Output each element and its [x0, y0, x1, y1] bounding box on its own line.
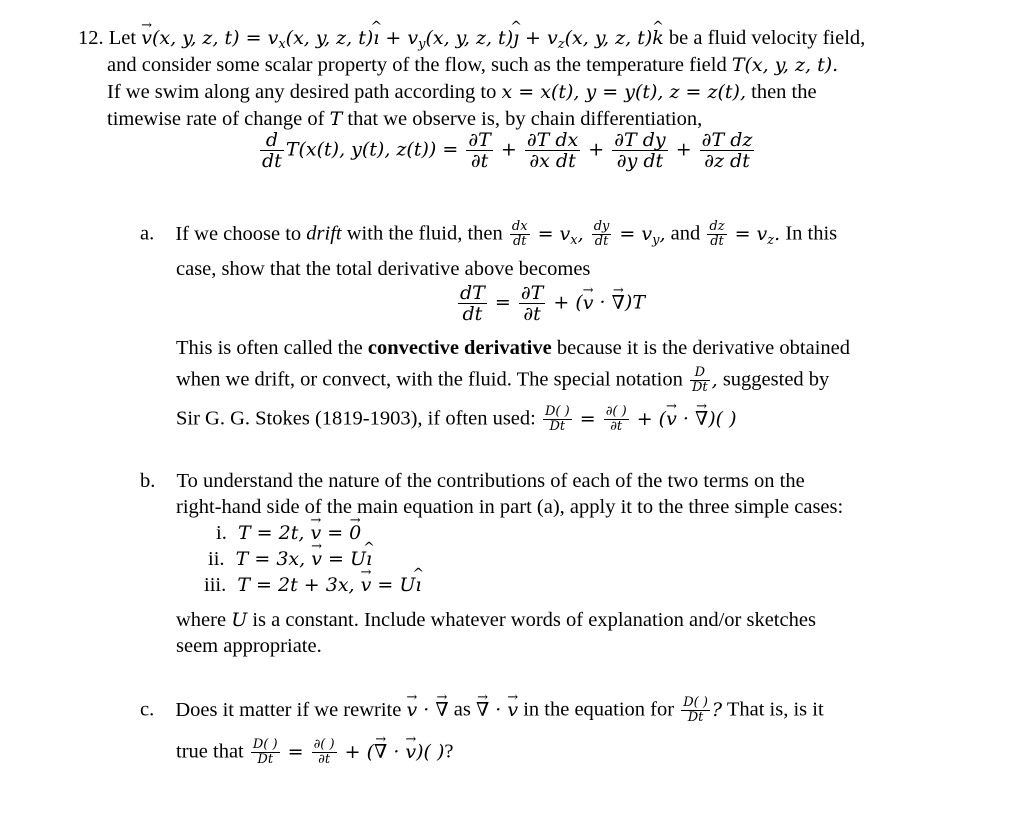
part-b-line-7: [176, 634, 322, 659]
text-with-fluid: with the fluid, then: [346, 222, 503, 245]
material-derivative-operator-math: $\frac{D( )}{Dt}$ = $\frac{\partial( )}{\partial t}$ + (→ v · → ∇)( ): [541, 408, 737, 430]
part-a-line-1: [140, 220, 837, 253]
text-if-we-choose: If we choose to: [175, 222, 302, 245]
drift-velocity-math: $\frac{dx}{dt}$ = $v_x$, $\frac{dy}{dt}$ = $v_y$,: [511, 219, 666, 249]
part-c-label: c.: [140, 698, 155, 721]
text-derivative-obtained: because it is the derivative obtained: [556, 337, 850, 359]
text-in-this: In this: [785, 222, 838, 245]
drift-velocity-z-math: $\frac{dz}{dt}$ = $v_z$.: [709, 219, 781, 249]
part-b-line-2: [176, 495, 843, 520]
part-c-line-1: [140, 696, 824, 725]
problem-line-2: [107, 53, 838, 78]
text-scalar-property: and consider some scalar property of the flow, such as the temperature field: [107, 54, 727, 76]
part-a-line-4: [176, 366, 829, 395]
text-chain-differentiation: that we observe is, by chain differentiation,: [347, 108, 703, 130]
convective-derivative-equation: $\frac{dT}{dt}$ = $\frac{\partial T}{\partial t}$ + (→ v · → ∇)T: [456, 283, 645, 324]
text-true-that: true that: [176, 740, 244, 763]
part-a-line-3: [176, 336, 850, 361]
text-convective-derivative: convective derivative: [367, 337, 552, 359]
part-b-line-6: [176, 608, 816, 633]
text-that-is: That is, is it: [726, 698, 824, 721]
problem-line-3: [107, 80, 817, 105]
text-swim-path: If we swim along any desired path according to: [107, 81, 497, 103]
case-i: [216, 521, 361, 546]
constant-u-symbol: U: [231, 609, 248, 631]
part-c-line-2: [176, 738, 454, 767]
text-stokes: Sir G. G. Stokes (1819-1903), if often used:: [176, 407, 536, 430]
part-b-label: b.: [140, 470, 156, 492]
text-timewise-rate: timewise rate of change of: [107, 108, 325, 130]
alternate-derivative-math: $\frac{D( )}{Dt}$ = $\frac{\partial( )}{\partial t}$ + (→ ∇ · → v)( ): [249, 741, 445, 763]
chain-rule-equation: $\frac{d}{dt}$ T(x(t), y(t), z(t)) = $\frac{\partial T}{\partial t}$ + $\frac{\text{∂T dx}}{\text{∂x dt}}$ + $\frac{\text{∂T dy}}{\text{∂y dt}}$ + $\frac{\text{∂T dz}}{\text{∂z dt}}$: [262, 129, 753, 172]
case-iii: [204, 573, 421, 598]
temperature-field-math: T(x, y, z, t).: [731, 54, 839, 76]
text-right-hand-side: right-hand side of the main equation in part (a), apply it to the three simple cases:: [176, 496, 844, 518]
v-dot-nabla-math: → v · → ∇: [406, 699, 448, 721]
d-dt-operator-math: $\frac{D( )}{Dt}$ ?: [683, 695, 723, 725]
temperature-symbol: T: [329, 108, 343, 130]
text-question-mark: ?: [444, 740, 454, 763]
text-as: as: [453, 698, 471, 721]
text-show-total-derivative: case, show that the total derivative above becomes: [176, 258, 591, 280]
case-i-label: i.: [216, 522, 227, 544]
text-special-notation: when we drift, or convect, with the fluid. The special notation: [176, 368, 683, 391]
problem-line-4: [107, 107, 702, 132]
text-is-a-constant: is a constant. Include whatever words of explanation and/or sketches: [252, 609, 816, 631]
text-understand-nature: To understand the nature of the contributions of each of the two terms on the: [176, 470, 805, 492]
text-often-called: This is often called the: [176, 337, 363, 359]
case-iii-label: iii.: [204, 574, 227, 596]
text-where: where: [176, 609, 227, 631]
text-in-equation-for: in the equation for: [523, 698, 675, 721]
nabla-dot-v-math: → ∇ · → v: [476, 699, 518, 721]
case-ii-label: ii.: [208, 548, 225, 570]
text-and: and: [670, 222, 701, 245]
part-a-line-2: [176, 257, 590, 282]
velocity-field-equation: → v(x, y, z, $t) = v_x(x$, y, z, t)^ ı + $v_y(x$, y, z, t)^ ȷ + $v_z(x$, y, z, t)^ k: [141, 27, 664, 49]
part-b-line-1: [140, 469, 805, 494]
case-iii-math: T = 2t + 3x, → v = U^ ı: [237, 574, 421, 596]
text-velocity-field: be a fluid velocity field,: [668, 27, 866, 49]
part-a-line-5: [176, 405, 737, 434]
text-let: Let: [108, 27, 137, 49]
path-equations-math: x = x(t), y = y(t), z = z(t),: [501, 81, 747, 103]
part-a-label: a.: [140, 222, 155, 245]
text-drift: drift: [306, 222, 342, 245]
text-seem-appropriate: seem appropriate.: [176, 635, 322, 657]
text-suggested-by: suggested by: [722, 368, 830, 391]
case-ii: [208, 547, 372, 572]
case-i-math: T = 2t, → v = → 0: [238, 522, 361, 544]
case-ii-math: T = 3x, → v = U^ ı: [236, 548, 372, 570]
problem-number: 12.: [78, 27, 104, 49]
text-then-the: then the: [751, 81, 817, 103]
text-does-it-matter: Does it matter if we rewrite: [175, 698, 402, 721]
stokes-notation-math: $\frac{D}{Dt}$ ,: [691, 365, 718, 395]
